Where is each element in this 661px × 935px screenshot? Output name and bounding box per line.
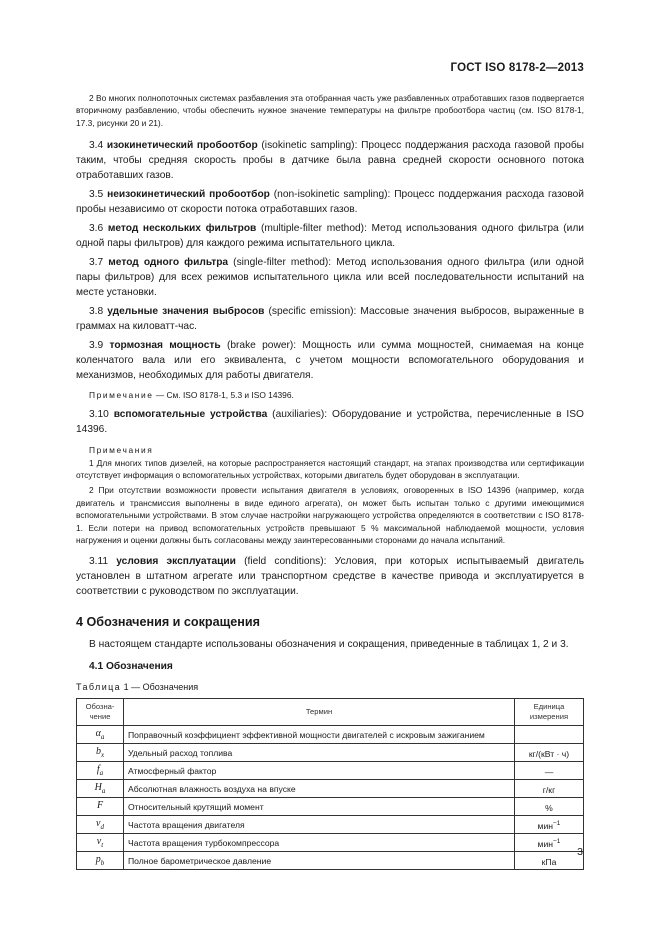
unit-cell: — bbox=[515, 762, 584, 780]
symbol-cell: $v_t$ bbox=[77, 834, 124, 852]
symbol-cell: $p_b$ bbox=[77, 852, 124, 870]
symbol-cell: $b_x$ bbox=[77, 744, 124, 762]
unit-cell: мин$^{-1}$ bbox=[515, 834, 584, 852]
table-row bbox=[77, 744, 584, 762]
unit-cell bbox=[515, 726, 584, 744]
term-cell: Частота вращения турбокомпрессора bbox=[124, 834, 515, 852]
section-heading: 4 Обозначения и сокращения bbox=[76, 615, 260, 630]
section-intro: В настоящем стандарте использованы обозначения и сокращения, приведенные в таблицах 1, 2 и 3. bbox=[89, 639, 569, 651]
table-header-row bbox=[77, 699, 584, 726]
term-cell: Полное барометрическое давление bbox=[124, 852, 515, 870]
table-caption: Таблица 1 — Обозначения bbox=[76, 682, 199, 693]
definition-3-6: 3.6 метод нескольких фильтров (multiple-filter method): Метод использования одного фильтра (или одной пары фильтров) для каждого режима испытательного цикла. bbox=[76, 223, 584, 250]
term-cell: Поправочный коэффициент эффективной мощности двигателей с искровым зажиганием bbox=[124, 726, 515, 744]
definition-3-11: 3.11 условия эксплуатации (field conditions): Условия, при которых испытываемый двигатель установлен в штатном агрегате или транспортном средстве в качестве привода и эксплуатируется в соответствии с руководством по эксплуатации. bbox=[76, 556, 584, 598]
notes-heading: Примечания bbox=[89, 445, 154, 456]
table-row bbox=[77, 762, 584, 780]
table-row bbox=[77, 726, 584, 744]
definition-3-8: 3.8 удельные значения выбросов (specific emission): Массовые значения выбросов, выраженные в граммах на киловатт-час. bbox=[76, 306, 584, 333]
symbol-cell: $H_a$ bbox=[77, 780, 124, 798]
term-cell: Удельный расход топлива bbox=[124, 744, 515, 762]
note-item-2: 2 При отсутствии возможности провести испытания двигателя в условиях, оговоренных в ISO 14396 (например, когда двигатель и трансмиссия выполнены в виде единого агрегата), он может быть испытан только с другими имеющимися вспомогательными устройствами. В этом случае настройки нагружающего устройства определяются в соответствии с ISO 8178-1. Если потери на привод вспомогательных устройств превышают 5 % максимальной наблюдаемой мощности, условия нагружения и оценки должны быть согласованы между заинтересованными сторонами до начала испытаний. bbox=[76, 485, 584, 546]
symbol-cell: $v_d$ bbox=[77, 816, 124, 834]
unit-cell: кг/(кВт · ч) bbox=[515, 744, 584, 762]
table-row bbox=[77, 852, 584, 870]
table-row bbox=[77, 816, 584, 834]
page-content bbox=[76, 92, 584, 870]
symbol-cell: F bbox=[77, 798, 124, 816]
definition-3-5: 3.5 неизокинетический пробоотбор (non-isokinetic sampling): Процесс поддержания расхода газовой пробы независимо от скорости потока отработавших газов. bbox=[76, 189, 584, 216]
definition-3-10: 3.10 вспомогательные устройства (auxiliaries): Оборудование и устройства, перечисленные в ISO 14396. bbox=[76, 409, 584, 436]
term-cell: Атмосферный фактор bbox=[124, 762, 515, 780]
table-row bbox=[77, 798, 584, 816]
term-cell: Частота вращения двигателя bbox=[124, 816, 515, 834]
note-paragraph: 2 Во многих полнопоточных системах разбавления эта отобранная часть уже разбавленных отработавших газов подвергается вторичному разбавлению, чтобы обеспечить нужное значение температуры на фильтре пробоотбора частиц (см. ISO 8178-1, 17.3, рисунки 20 и 21). bbox=[76, 93, 584, 128]
page-number: 3 bbox=[577, 846, 583, 858]
header-term: Термин bbox=[124, 699, 515, 726]
term-cell: Относительный крутящий момент bbox=[124, 798, 515, 816]
definition-3-7: 3.7 метод одного фильтра (single-filter method): Метод использования одного фильтра (или одной пары фильтров) для всех режимов испытательного цикла или всей последовательности испытаний на месте установки. bbox=[76, 257, 584, 299]
definition-3-4: 3.4 изокинетический пробоотбор (isokinetic sampling): Процесс поддержания расхода газовой пробы таким, чтобы средняя скорость пробы в датчике была равна средней скорости основного потока отработавших газов. bbox=[76, 140, 584, 182]
subsection-heading: 4.1 Обозначения bbox=[89, 661, 173, 673]
table-row bbox=[77, 834, 584, 852]
unit-cell: мин$^{-1}$ bbox=[515, 816, 584, 834]
table-row bbox=[77, 780, 584, 798]
note-3-9: Примечание — См. ISO 8178-1, 5.3 и ISO 14396. bbox=[89, 390, 294, 401]
symbols-table bbox=[76, 698, 584, 870]
definition-3-9: 3.9 тормозная мощность (brake power): Мощность или сумма мощностей, снимаемая на конце коленчатого вала или его эквивалента, с учетом мощности вспомогательного оборудования и механизмов, необходимых для работы двигателя. bbox=[76, 340, 584, 382]
unit-cell: % bbox=[515, 798, 584, 816]
unit-cell: г/кг bbox=[515, 780, 584, 798]
note-item-1: 1 Для многих типов дизелей, на которые распространяется настоящий стандарт, на этапах производства или сертификации отсутствует информация о вспомогательных устройствах, которыми двигатель будет оборудован в эксплуатации. bbox=[76, 457, 584, 481]
header-symbol: Обозна- чение bbox=[77, 699, 124, 726]
symbol-cell: $f_a$ bbox=[77, 762, 124, 780]
symbol-cell: $\alpha_a$ bbox=[77, 726, 124, 744]
header-unit: Единица измерения bbox=[515, 699, 584, 726]
document-code: ГОСТ ISO 8178-2—2013 bbox=[450, 62, 584, 74]
term-cell: Абсолютная влажность воздуха на впуске bbox=[124, 780, 515, 798]
unit-cell: кПа bbox=[515, 852, 584, 870]
